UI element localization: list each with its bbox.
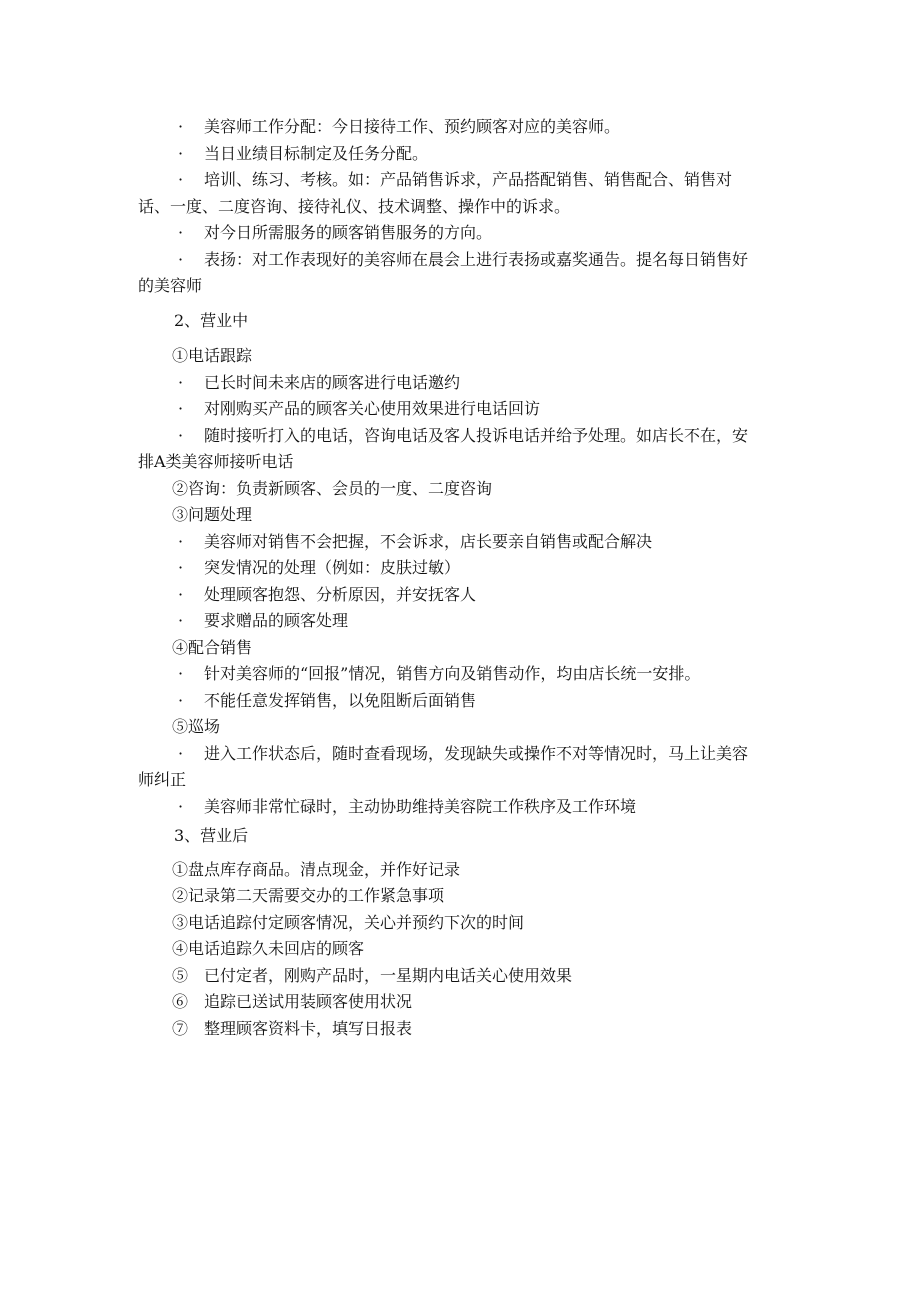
list-item: · 进入工作状态后，随时查看现场，发现缺失或操作不对等情况时，马上让美容 [178, 744, 749, 763]
sub-heading: ①电话跟踪 [172, 346, 253, 365]
list-item: · 针对美容师的“回报”情况，销售方向及销售动作，均由店长统一安排。 [178, 664, 701, 683]
bullet-icon: · [178, 170, 184, 189]
bullet-icon: · [178, 797, 184, 816]
bullet-icon: · [178, 611, 184, 630]
list-item: · 要求赠品的顾客处理 [178, 611, 349, 630]
bullet-icon: · [178, 532, 184, 551]
list-item: ⑦ 整理顾客资料卡，填写日报表 [172, 1019, 413, 1038]
list-item: ④电话追踪久未回店的顾客 [172, 939, 365, 958]
bullet-icon: · [178, 373, 184, 392]
bullet-icon: · [178, 250, 184, 269]
bullet-icon: · [178, 223, 184, 242]
list-item: ⑥ 追踪已送试用装顾客使用状况 [172, 992, 413, 1011]
bullet-icon: · [178, 426, 184, 445]
sub-heading: ⑤巡场 [172, 717, 221, 736]
list-item: · 已长时间未来店的顾客进行电话邀约 [178, 373, 461, 392]
bullet-icon: · [178, 585, 184, 604]
sub-heading: ②咨询：负责新顾客、会员的一度、二度咨询 [172, 479, 493, 498]
list-item: ①盘点库存商品。清点现金，并作好记录 [172, 860, 461, 879]
bullet-icon: · [178, 117, 184, 136]
list-item: · 表扬：对工作表现好的美容师在晨会上进行表扬或嘉奖通告。提名每日销售好 [178, 250, 749, 269]
list-item-continuation: 话、一度、二度咨询、接待礼仪、技术调整、操作中的诉求。 [138, 197, 571, 216]
bullet-icon: · [178, 691, 184, 710]
sub-heading: ③问题处理 [172, 505, 253, 524]
list-item: · 美容师非常忙碌时，主动协助维持美容院工作秩序及工作环境 [178, 797, 637, 816]
bullet-icon: · [178, 399, 184, 418]
list-item: · 培训、练习、考核。如：产品销售诉求，产品搭配销售、销售配合、销售对 [178, 170, 733, 189]
list-item: · 随时接听打入的电话，咨询电话及客人投诉电话并给予处理。如店长不在，安 [178, 426, 749, 445]
bullet-icon: · [178, 664, 184, 683]
sub-heading: ④配合销售 [172, 638, 253, 657]
bullet-icon: · [178, 558, 184, 577]
list-item-continuation: 的美容师 [138, 276, 203, 295]
section-heading: 2、营业中 [174, 311, 249, 330]
bullet-icon: · [178, 744, 184, 763]
list-item: · 美容师对销售不会把握，不会诉求，店长要亲自销售或配合解决 [178, 532, 653, 551]
list-item: · 对今日所需服务的顾客销售服务的方向。 [178, 223, 493, 242]
list-item-continuation: 师纠正 [138, 770, 187, 789]
list-item: · 对刚购买产品的顾客关心使用效果进行电话回访 [178, 399, 541, 418]
section-heading: 3、营业后 [174, 826, 249, 845]
list-item: ②记录第二天需要交办的工作紧急事项 [172, 886, 445, 905]
list-item: · 突发情况的处理（例如：皮肤过敏） [178, 558, 461, 577]
list-item: · 当日业绩目标制定及任务分配。 [178, 144, 429, 163]
list-item: ⑤ 已付定者，刚购产品时，一星期内电话关心使用效果 [172, 966, 573, 985]
list-item: · 美容师工作分配：今日接待工作、预约顾客对应的美容师。 [178, 117, 621, 136]
list-item-continuation: 排A类美容师接听电话 [138, 452, 294, 471]
bullet-icon: · [178, 144, 184, 163]
list-item: · 不能任意发挥销售，以免阻断后面销售 [178, 691, 477, 710]
list-item: ③电话追踪付定顾客情况，关心并预约下次的时间 [172, 913, 525, 932]
list-item: · 处理顾客抱怨、分析原因，并安抚客人 [178, 585, 477, 604]
